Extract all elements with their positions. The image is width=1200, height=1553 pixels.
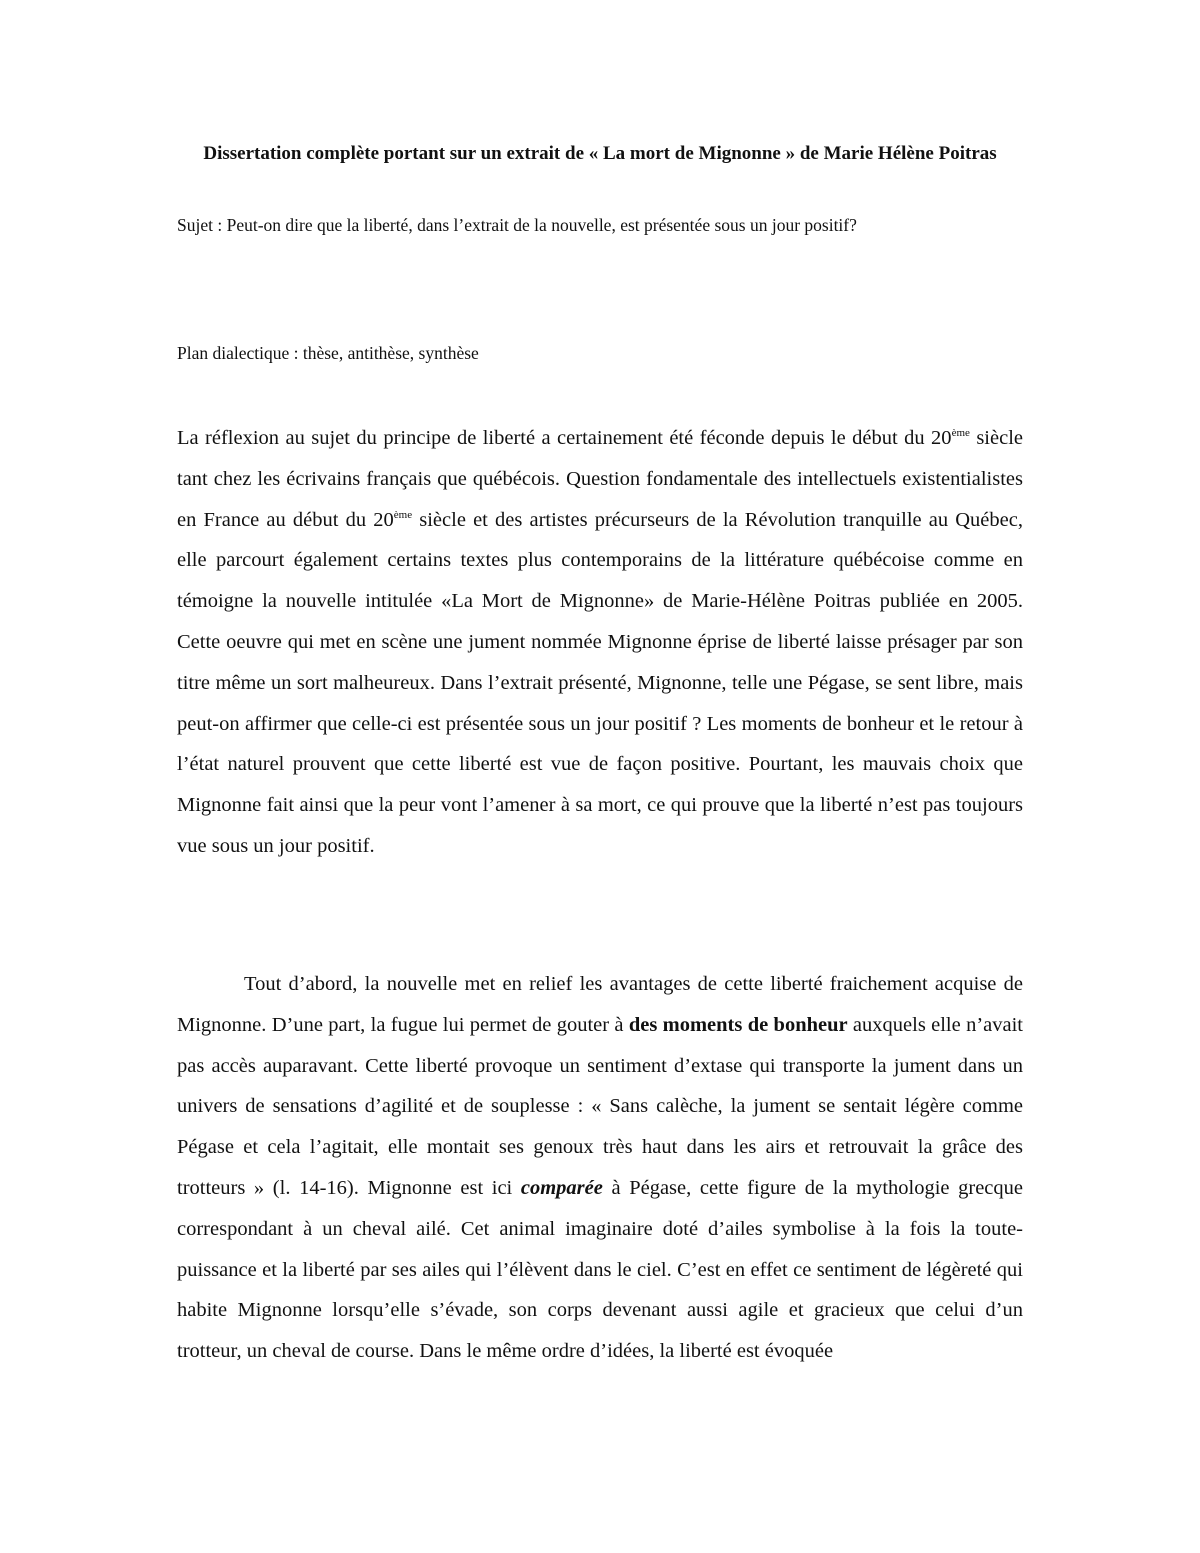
intro-text-2: siècle tant chez les écrivains français que québécois. Question fondamentale des intellectuels existentialistes en France au début du 20: [177, 427, 1023, 531]
intro-paragraph: [177, 418, 1023, 867]
body-bold-text: des moments de bonheur: [628, 1013, 848, 1036]
intro-text-1: La réflexion au sujet du principe de liberté a certainement été féconde depuis le début du 20: [177, 427, 952, 449]
intro-superscript-2: ème: [393, 508, 413, 521]
intro-superscript-1: ème: [951, 427, 970, 440]
body-text-3: à Pégase, cette figure de la mythologie grecque correspondant à un cheval ailé. Cet animal imaginaire doté d’ailes symbolise à la fois la toute-puissance et la liberté par ses ailes qui l’élèvent dans le ciel. C’est en effet ce sentiment de légèreté qui habite Mignonne lorsqu’elle s’évade, son corps devenant aussi agile et gracieux que celui d’un trotteur, un cheval de course. Dans le même ordre d’idées, la liberté est évoquée: [177, 1176, 1024, 1363]
document-plan: Plan dialectique : thèse, antithèse, synthèse: [177, 343, 479, 363]
document-title: Dissertation complète portant sur un extrait de « La mort de Mignonne » de Marie Hélène Poitras: [203, 143, 997, 164]
document-subject: Sujet : Peut-on dire que la liberté, dans l’extrait de la nouvelle, est présentée sous un jour positif?: [177, 215, 857, 235]
body-bold-italic-text: comparée: [520, 1176, 603, 1199]
body-paragraph: [177, 964, 1023, 1372]
body-text-2: auxquels elle n’avait pas accès auparavant. Cette liberté provoque un sentiment d’extase qui transporte la jument dans un univers de sensations d’agilité et de souplesse : « Sans calèche, la jument se sentait légère comme Pégase et cela l’agitait, elle montait ses genoux très haut dans les airs et retrouvait la grâce des trotteurs » (l. 14-16). Mignonne est ici: [177, 1013, 1023, 1199]
intro-text-3: siècle et des artistes précurseurs de la Révolution tranquille au Québec, elle parcourt également certains textes plus contemporains de la littérature québécoise comme en témoigne la nouvelle intitulée «La Mort de Mignonne» de Marie-Hélène Poitras publiée en 2005. Cette oeuvre qui met en scène une jument nommée Mignonne éprise de liberté laisse présager par son titre même un sort malheureux. Dans l’extrait présenté, Mignonne, telle une Pégase, se sent libre, mais peut-on affirmer que celle-ci est présentée sous un jour positif ? Les moments de bonheur et le retour à l’état naturel prouvent que cette liberté est vue de façon positive. Pourtant, les mauvais choix que Mignonne fait ainsi que la peur vont l’amener à sa mort, ce qui prouve que la liberté n’est pas toujours vue sous un jour positif.: [177, 508, 1023, 857]
body-text-1: Tout d’abord, la nouvelle met en relief les avantages de cette liberté fraichement acquise de Mignonne. D’une part, la fugue lui permet de gouter à: [177, 973, 1023, 1036]
